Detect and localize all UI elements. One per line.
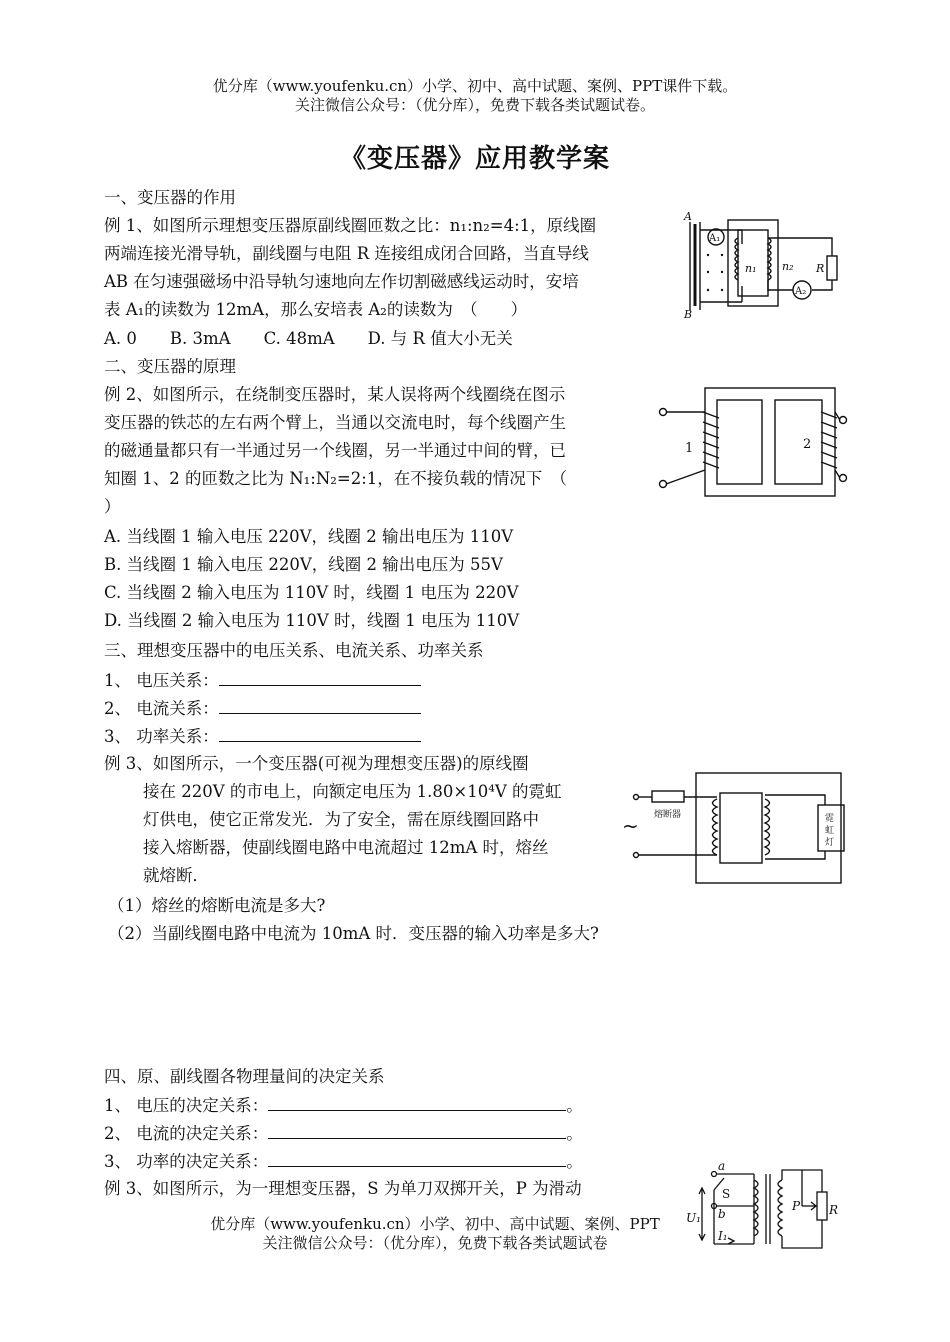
figure-1-transformer-rails [682, 210, 852, 320]
fig3-lamp-char-3: 灯 [825, 838, 835, 848]
determine-current-period: 。 [566, 1124, 583, 1143]
ex2-option-b: B. 当线圈 1 输入电压 220V，线圈 2 输出电压为 55V [104, 555, 503, 574]
fig3-lamp-char-1: 霓 [825, 814, 835, 824]
fig3-ac-symbol: ~ [622, 814, 639, 838]
fig4-label-i1: I₁ [718, 1229, 728, 1243]
power-relation-blank[interactable] [219, 725, 421, 742]
ex1-line-3: AB 在匀速强磁场中沿导轨匀速地向左作切割磁感线运动时，安培 [104, 272, 579, 291]
fig4-terminal-a: a [718, 1160, 726, 1173]
ex3-line-1: 例 3、如图所示，一个变压器(可视为理想变压器)的原线圈 [104, 754, 529, 773]
fig3-fuse-label: 熔断器 [654, 810, 682, 820]
fig1-label-n1: n₁ [745, 262, 757, 275]
determine-power-period: 。 [566, 1152, 583, 1171]
header-line-2: 关注微信公众号：（优分库），免费下载各类试题试卷。 [294, 96, 655, 114]
ex1-line-1: 例 1、如图所示理想变压器原副线圈匝数之比：n₁:n₂=4:1，原线圈 [104, 216, 597, 235]
section-4-heading: 四、原、副线圈各物理量间的决定关系 [104, 1067, 385, 1086]
current-relation-blank[interactable] [219, 697, 421, 714]
determine-current-label: 2、 电流的决定关系： [104, 1124, 269, 1143]
fig1-label-b: B [684, 308, 693, 320]
fig4-label-r: R [829, 1203, 839, 1217]
fig1-label-r: R [816, 262, 825, 275]
ex2-line-2: 变压器的铁芯的左右两个臂上，当通以交流电时，每个线圈产生 [104, 413, 566, 432]
ex2-line-5: ） [104, 497, 121, 516]
ex2-option-d: D. 当线圈 2 输入电压为 110V 时，线圈 1 电压为 110V [104, 611, 520, 630]
ex3-line-2: 接在 220V 的市电上，向额定电压为 1.80×10⁴V 的霓虹 [143, 782, 562, 801]
determine-voltage-period: 。 [566, 1096, 583, 1115]
ex3-line-5: 就熔断． [143, 866, 209, 885]
ex3-line-4: 接入熔断器，使副线圈电路中电流超过 12mA 时，熔丝 [143, 838, 549, 857]
determine-voltage-label: 1、 电压的决定关系： [104, 1096, 269, 1115]
relation-current-label: 2、 电流关系： [104, 699, 219, 718]
fig4-switch-s: S [722, 1187, 731, 1201]
fig1-ammeter-a1: A₁ [709, 233, 721, 244]
fig4-label-u1: U₁ [686, 1211, 701, 1225]
ex2-line-3: 的磁通量都只有一半通过另一个线圈，另一半通过中间的臂，已 [104, 441, 566, 460]
determine-voltage [104, 1094, 583, 1117]
relation-voltage-label: 1、 电压关系： [104, 671, 219, 690]
footer-line-2: 关注微信公众号：（优分库），免费下载各类试题试卷 [262, 1234, 608, 1252]
ex1-line-2: 两端连接光滑导轨，副线圈与电阻 R 连接组成闭合回路，当直导线 [104, 244, 589, 263]
fig4-label-p: P [792, 1199, 801, 1213]
fig1-ammeter-a2: A₂ [795, 286, 807, 297]
section-3-heading: 三、理想变压器中的电压关系、电流关系、功率关系 [104, 641, 484, 660]
fig1-label-a: A [684, 210, 692, 223]
ex4-line-1: 例 3、如图所示，为一理想变压器，S 为单刀双掷开关，P 为滑动 [104, 1179, 582, 1198]
relation-power [104, 725, 421, 748]
fig4-terminal-b: b [718, 1207, 726, 1221]
fig2-coil-2-label: 2 [803, 437, 812, 452]
header-line-1: 优分库（www.youfenku.cn）小学、初中、高中试题、案例、PPT课件下载。 [212, 77, 738, 95]
ex3-question-2: （2）当副线圈电路中电流为 10mA 时．变压器的输入功率是多大? [108, 924, 599, 943]
fig1-label-n2: n₂ [782, 260, 794, 273]
figure-2-three-leg-core [655, 380, 855, 500]
fig3-lamp-char-2: 虹 [825, 826, 835, 836]
relation-current [104, 697, 421, 720]
determine-power [104, 1150, 583, 1173]
voltage-relation-blank[interactable] [219, 669, 421, 686]
ex3-question-1: （1）熔丝的熔断电流是多大? [108, 896, 326, 915]
relation-power-label: 3、 功率关系： [104, 727, 219, 746]
figure-3-neon-transformer [620, 765, 860, 890]
ex2-line-4: 知圈 1、2 的匝数之比为 N₁:N₂=2:1，在不接负载的情况下 （ [104, 469, 568, 488]
page-title: 《变压器》应用教学案 [339, 144, 610, 174]
ex2-option-c: C. 当线圈 2 输入电压为 110V 时，线圈 1 电压为 220V [104, 583, 519, 602]
relation-voltage [104, 669, 421, 692]
determine-power-label: 3、 功率的决定关系： [104, 1152, 269, 1171]
ex3-line-3: 灯供电，使它正常发光．为了安全，需在原线圈回路中 [143, 810, 539, 829]
determine-current [104, 1122, 583, 1145]
section-1-heading: 一、变压器的作用 [104, 188, 236, 207]
current-determination-blank[interactable] [268, 1122, 566, 1139]
section-2-heading: 二、变压器的原理 [104, 357, 236, 376]
footer-line-1: 优分库（www.youfenku.cn）小学、初中、高中试题、案例、PPT [210, 1215, 660, 1233]
ex1-line-4: 表 A₁的读数为 12mA，那么安培表 A₂的读数为 （ ） [104, 300, 528, 319]
power-determination-blank[interactable] [268, 1150, 566, 1167]
ex2-line-1: 例 2、如图所示，在绕制变压器时，某人误将两个线圈绕在图示 [104, 385, 566, 404]
ex1-options: A. 0 B. 3mA C. 48mA D. 与 R 值大小无关 [104, 329, 513, 348]
fig2-coil-1-label: 1 [685, 441, 694, 456]
voltage-determination-blank[interactable] [268, 1094, 566, 1111]
ex2-option-a: A. 当线圈 1 输入电压 220V，线圈 2 输出电压为 110V [104, 527, 514, 546]
